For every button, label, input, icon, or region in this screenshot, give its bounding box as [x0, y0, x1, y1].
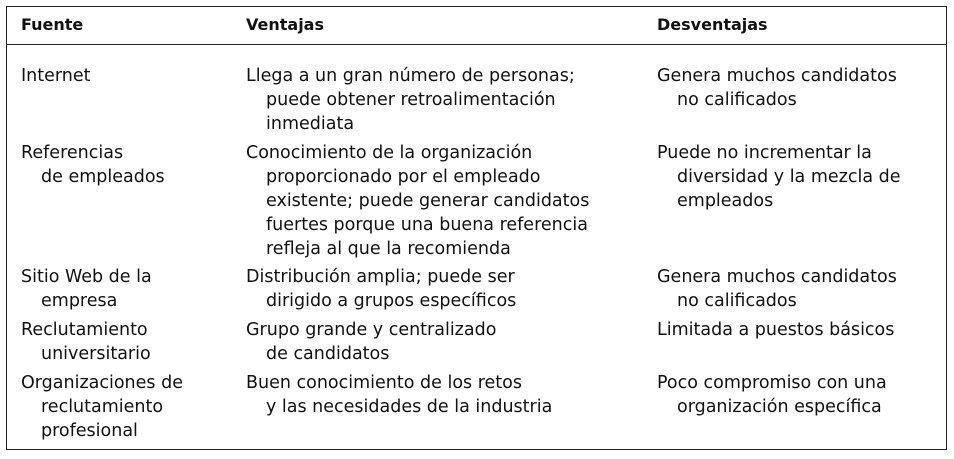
header-ventajas: Ventajas	[246, 15, 324, 34]
cell-line: inmediata	[266, 114, 355, 134]
row-universitario-fuente	[21, 318, 151, 366]
row-organizaciones-desventajas	[657, 371, 887, 419]
cell-line: Reclutamiento	[21, 320, 148, 340]
sources-table	[6, 6, 947, 450]
cell-line: fuertes porque una buena referencia	[266, 215, 588, 235]
cell-line: no calificados	[677, 291, 797, 311]
cell-line: Llega a un gran número de personas;	[246, 66, 575, 86]
cell-line: Puede no incrementar la	[657, 143, 872, 163]
row-universitario-desventajas	[657, 318, 894, 342]
cell-line: proporcionado por el empleado	[266, 167, 541, 187]
cell-line: puede obtener retroalimentación	[266, 90, 556, 110]
cell-line: Conocimiento de la organización	[246, 143, 533, 163]
row-internet-desventajas	[657, 64, 897, 112]
cell-line: universitario	[41, 344, 151, 364]
header-fuente: Fuente	[21, 15, 84, 34]
cell-line: Buen conocimiento de los retos	[246, 373, 522, 393]
cell-line: Genera muchos candidatos	[657, 267, 897, 287]
cell-line: Referencias	[21, 143, 124, 163]
cell-line: Sitio Web de la	[21, 267, 152, 287]
row-referencias-ventajas	[246, 141, 589, 261]
cell-line: Limitada a puestos básicos	[657, 320, 895, 340]
cell-line: organización específica	[677, 397, 882, 417]
cell-line: de empleados	[41, 167, 165, 187]
row-internet-fuente	[21, 64, 91, 88]
row-organizaciones-ventajas	[246, 371, 552, 419]
cell-line: diversidad y la mezcla de	[677, 167, 901, 187]
cell-line: Organizaciones de	[21, 373, 183, 393]
row-sitio-web-ventajas	[246, 265, 516, 313]
row-internet-ventajas	[246, 64, 575, 136]
cell-line: Internet	[21, 66, 91, 86]
row-sitio-web-desventajas	[657, 265, 897, 313]
row-sitio-web-fuente	[21, 265, 152, 313]
cell-line: refleja al que la recomienda	[266, 239, 511, 259]
cell-line: no calificados	[677, 90, 797, 110]
cell-line: empresa	[41, 291, 118, 311]
cell-line: Distribución amplia; puede ser	[246, 267, 515, 287]
cell-line: Genera muchos candidatos	[657, 66, 897, 86]
cell-line: profesional	[41, 421, 138, 441]
table-header	[7, 7, 946, 45]
row-organizaciones-fuente	[21, 371, 183, 443]
cell-line: y las necesidades de la industria	[266, 397, 553, 417]
cell-line: empleados	[677, 191, 774, 211]
cell-line: existente; puede generar candidatos	[266, 191, 590, 211]
row-universitario-ventajas	[246, 318, 496, 366]
header-desventajas: Desventajas	[657, 15, 768, 34]
cell-line: Poco compromiso con una	[657, 373, 887, 393]
cell-line: dirigido a grupos específicos	[266, 291, 517, 311]
row-referencias-desventajas	[657, 141, 900, 213]
cell-line: Grupo grande y centralizado	[246, 320, 497, 340]
cell-line: reclutamiento	[41, 397, 164, 417]
cell-line: de candidatos	[266, 344, 390, 364]
row-referencias-fuente	[21, 141, 165, 189]
